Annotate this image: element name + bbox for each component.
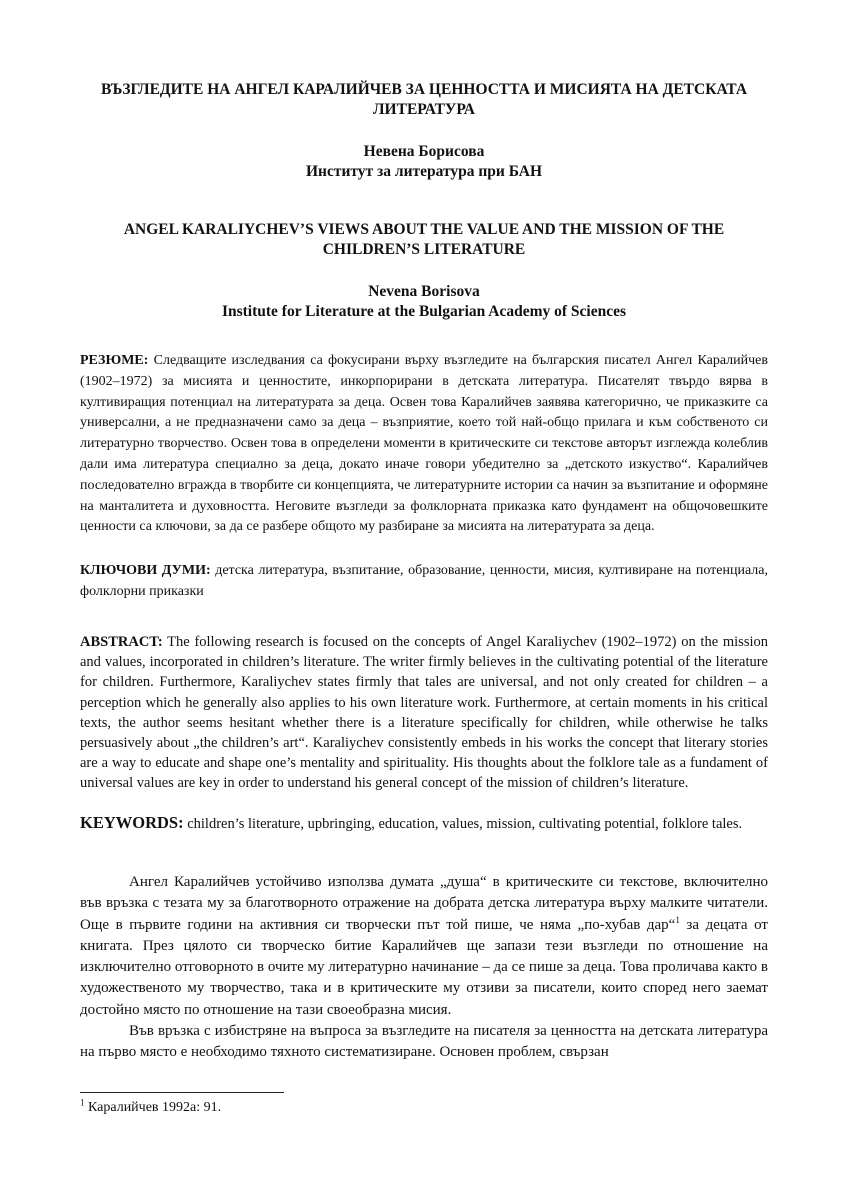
body-paragraph-1: [80, 872, 768, 1021]
title-bg: ВЪЗГЛЕДИТЕ НА АНГЕЛ КАРАЛИЙЧЕВ ЗА ЦЕННОСТТА И МИСИЯТА НА ДЕТСКАТА ЛИТЕРАТУРА: [100, 81, 748, 118]
title-en: ANGEL KARALIYCHEV’S VIEWS ABOUT THE VALUE AND THE MISSION OF THE CHILDREN’S LITERATURE: [123, 221, 725, 258]
resume-paragraph: [80, 351, 768, 538]
author-block-en: [80, 282, 768, 322]
footnote-1: [80, 1099, 221, 1117]
affiliation-bg: Институт за литература при БАН: [305, 163, 543, 180]
keywords-bg-label: КЛЮЧОВИ ДУМИ:: [80, 563, 211, 578]
footnote-text: Каралийчев 1992а: 91.: [84, 1100, 222, 1115]
resume-label: РЕЗЮМЕ:: [80, 353, 149, 368]
abstract-label: ABSTRACT:: [80, 634, 163, 650]
body-p1-part2: за децата от книгата. През цялото си творческо битие Каралийчев ще запази тези възгледи по отношение на изключително отговорното в очите му литературно начинание – да се пише за деца. Това проличава както в художественото му творчество, така и в критическите му отзиви за писатели, които според него заемат достойно място по отношение на тази своеобразна мисия.: [80, 916, 768, 1018]
affiliation-en: Institute for Literature at the Bulgarian Academy of Sciences: [221, 303, 627, 320]
resume-text: Следващите изследвания са фокусирани върху възгледите на българския писател Ангел Каралийчев (1902–1972) за мисията и ценностите, инкорпорирани в детската литература. Писателят твърдо вярва в култивиращия потенциал на литературата за деца. Освен това Каралийчев заявява категорично, че приказките са универсални, а не предназначени само за деца – възприятие, което той най-общо прилага и към собственото си литературно творчество. Освен това в определени моменти в критическите си текстове авторът изглежда колеблив дали има литература специално за деца, докато иначе говори убедително за „детското изкуство“. Каралийчев последователно вгражда в творбите си концепцията, че литературните истории са начин за възпитание и оформяне на манталитета и духовността. Неговите възгледи за фолклорната приказка като фундамент на общочовешките ценности са ключови, за да се разбере общото му разбиране за мисията на литературата за деца.: [80, 353, 768, 535]
keywords-bg-text: детска литература, възпитание, образование, ценности, мисия, култивиране на потенциала, фолклорни приказки: [80, 563, 768, 599]
keywords-en-label: KEYWORDS:: [80, 813, 184, 832]
author-name-en: Nevena Borisova: [368, 283, 480, 300]
body-paragraph-2: Във връзка с избистряне на въпроса за възгледите на писателя за ценността на детската литература на първо място е необходимо тяхното систематизиране. Основен проблем, свързан: [80, 1023, 768, 1061]
body-p1-part1: Ангел Каралийчев устойчиво използва думата „душа“ в критическите си текстове, включително във връзка с тезата му за благотворното отражение на добрата детска литература върху малките читатели. Още в първите години на активния си творчески път той пише, че няма „по-хубав дар“: [80, 874, 768, 933]
keywords-en-text: children’s literature, upbringing, education, values, mission, cultivating potential, folklore tales.: [183, 816, 743, 832]
author-block-bg: [80, 142, 768, 182]
main-body: [80, 872, 768, 1064]
footnote-number: 1: [80, 1097, 85, 1108]
keywords-en-paragraph: [80, 813, 768, 834]
footnote-separator: [80, 1092, 284, 1093]
author-name-bg: Невена Борисова: [363, 143, 485, 160]
abstract-text: The following research is focused on the concepts of Angel Karaliychev (1902–1972) on the mission and values, incorporated in children’s literature. The writer firmly believes in the cultivating potential of the literature for children. Furthermore, Karaliychev states firmly that tales are universal, and not only created for children – a perception which he generally also applies to his own literature work. Furthermore, at certain moments in his critical texts, the author seems hesitant whether there is a literature specifically for children, while otherwise he talks persuasively about „the children’s art“. Karaliychev consistently embeds in his works the concept that literary stories are a way to educate and shape one’s mentality and spirituality. His thoughts about the folklore tale as a fundament of universal values are key in order to understand his general concept of the mission of children’s literature.: [80, 634, 768, 792]
abstract-paragraph: [80, 632, 768, 794]
footnote-ref-1[interactable]: 1: [675, 914, 680, 925]
keywords-bg-paragraph: [80, 561, 768, 603]
